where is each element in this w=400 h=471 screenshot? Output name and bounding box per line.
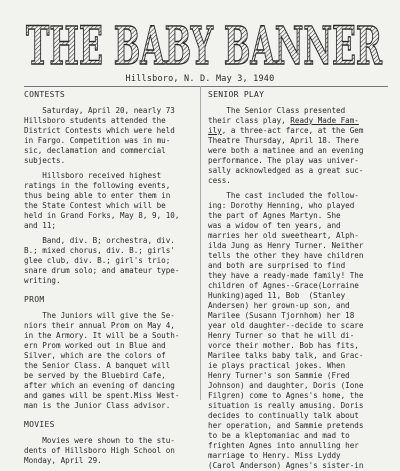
column-divider bbox=[200, 86, 201, 400]
contests-paragraph-1: Saturday, April 20, nearly 73 Hillsboro students attended the District Contests which were held in Fargo. Competition was in mu- sic, declamation and commercial subjects. bbox=[24, 106, 175, 165]
masthead-title: THE BABY BANNER bbox=[26, 16, 383, 77]
left-column bbox=[24, 90, 192, 465]
senior-play-heading: SENIOR PLAY bbox=[208, 90, 265, 99]
masthead-logo bbox=[24, 14, 384, 77]
senior-play-paragraph-2: The cast included the follow- ing: Dorothy Henning, who played the part of Agnes Martyn. She was a widow of ten years, and marries her old sweetheart, Alph- ilda Jung as Henry Turner. Neither tells the other they have children and both are surprised to find they have a ready-made family! The children of Agnes--Grace(Lorraine Hunking)aged 11, Bob (Stanley Andersen) her grown-up son, and Marilee (Susann Tjornhom) her 18 year old daughter--decide to scare Henry Turner so that he will di- vorce their mother. Bob has fits, Marilee talks baby talk, and Grac- ie plays practical jokes. When Henry Turner's son Sammie (Fred Johnson) and daughter, Doris (Ione Filgren) come to Agnes's home, the situation is really amusing. Doris decides to continually talk about her operation, and Sammie pretends to be a kleptomaniac and mad to frighten Agnes into annulling her marriage to Henry. Miss Lyddy (Carol Anderson) Agnes's sister-in bbox=[208, 191, 364, 470]
contests-heading: CONTESTS bbox=[24, 90, 65, 99]
movies-heading: MOVIES bbox=[24, 420, 55, 429]
play-title: Ready Made Fam- ily bbox=[208, 116, 359, 135]
prom-paragraph-1: The Juniors will give the Se- niors their annual Prom on May 4, in the Armory. It will be a South- ern Prom worked out in Blue and Silver, which are the colors of the Senior Class. A banquet will be served by the Bluebird Cafe, after which an evening of dancing and games will be spent.Miss West- man is the Junior Class advisor. bbox=[24, 311, 180, 410]
movies-paragraph-1: Movies were shown to the stu- dents of Hillsboro High School on Monday, April 29. bbox=[24, 436, 175, 465]
senior-play-intro-text: The Senior Class presented their class play, bbox=[208, 106, 346, 125]
senior-play-intro-rest: , a three-act farce, at the Gem Theatre Thursday, April 18. There were both a matinee and an evening performance. The play was univer- sally acknowledged as a great suc- cess. bbox=[208, 126, 364, 185]
senior-play-paragraph-1 bbox=[208, 106, 384, 186]
masthead bbox=[24, 14, 384, 77]
contests-paragraph-2: Hillsboro received highest ratings in the following events, thus being able to enter them in the State Contest which will be held in Grand Forks, May 8, 9, 10, and 11; bbox=[24, 171, 180, 230]
contests-paragraph-3: Band, div. B; orchestra, div. B.; mixed chorus, div. B.; girls' glee club, div. B.; girl's trio; snare drum solo; and amateur type- writing. bbox=[24, 236, 180, 285]
prom-heading: PROM bbox=[24, 295, 45, 304]
right-column bbox=[208, 90, 384, 470]
dateline: Hillsboro, N. D. May 3, 1940 bbox=[125, 74, 275, 84]
header-rule bbox=[24, 86, 388, 87]
